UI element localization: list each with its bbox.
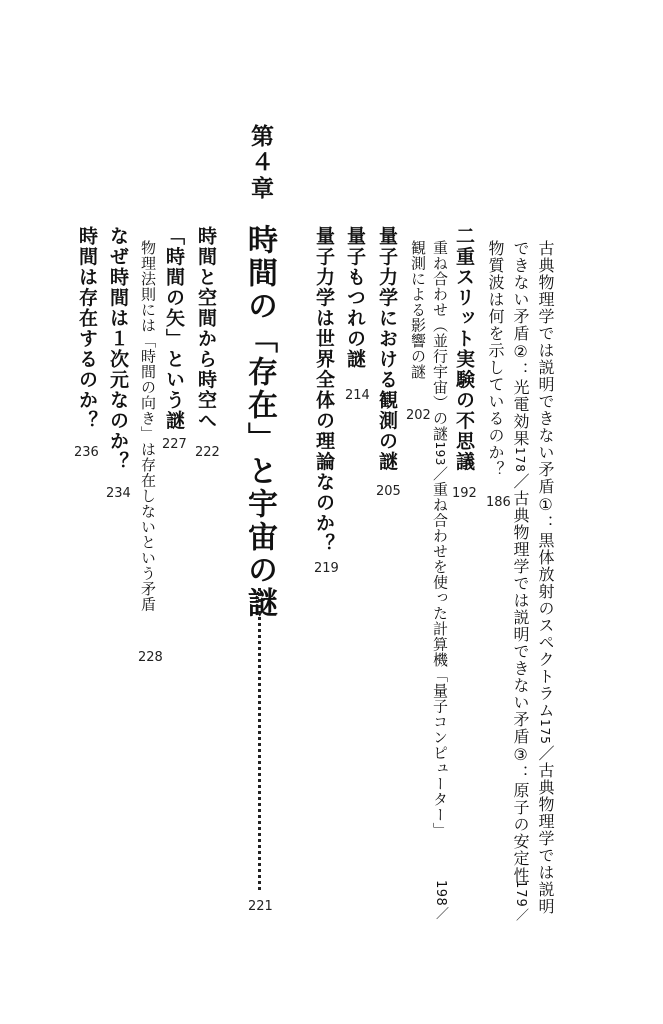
toc-page-number: 175 — [538, 719, 552, 745]
toc-entry-superposition[interactable] — [432, 240, 447, 838]
toc-heading-measurement[interactable] — [377, 226, 396, 472]
toc-entry-continuation: ／重ね合わせを使った計算機「量子コンピューター」 — [431, 465, 449, 838]
toc-entry-continuation: ／古典物理学では説明できない矛盾③：原子の安定性 — [511, 472, 530, 884]
toc-entry-continuation: ／古典物理学では説明 — [536, 744, 555, 915]
toc-heading-text: 「時間の矢」という謎 — [163, 226, 185, 431]
toc-heading-text: 二重スリット実験の不思議 — [453, 226, 475, 472]
toc-entry-text: 古典物理学では説明できない矛盾①：黒体放射のスペクトラム — [536, 240, 555, 719]
toc-page-number: 193 — [433, 441, 447, 466]
toc-heading-one-dimension[interactable] — [108, 226, 127, 472]
toc-page-number: 178 — [513, 447, 527, 473]
toc-entry-blackbody[interactable] — [537, 240, 553, 915]
toc-page-number: 219 — [314, 561, 339, 576]
chapter-title[interactable] — [242, 224, 277, 620]
toc-entry-matter-wave[interactable] — [487, 240, 503, 478]
toc-entry-text: 重ね合わせ（並行宇宙）の謎 — [431, 240, 449, 442]
dot-leader — [258, 588, 261, 890]
toc-entry-text: 物理法則には「時間の向き」は存在しないという矛盾 — [139, 240, 157, 612]
toc-heading-double-slit[interactable] — [454, 226, 473, 472]
toc-heading-text: 量子もつれの謎 — [344, 226, 366, 370]
toc-page-number: 202 — [406, 408, 431, 423]
toc-page-number: 214 — [345, 388, 370, 403]
toc-entry-photoelectric[interactable] — [512, 240, 528, 884]
chapter-title-text: 時間の「存在」と宇宙の謎 — [242, 224, 277, 620]
toc-page-number: 198／ — [433, 880, 448, 920]
toc-entry-time-direction[interactable] — [140, 240, 155, 612]
toc-heading-arrow-of-time[interactable] — [164, 226, 183, 431]
toc-page-number: 228 — [138, 650, 163, 665]
toc-entry-text: 物質波は何を示しているのか？ — [486, 240, 505, 478]
chapter-label-text: 第４章 — [247, 124, 273, 202]
toc-page-continuation — [432, 880, 447, 920]
toc-heading-text: 時間は存在するのか？ — [76, 226, 98, 431]
toc-page-number: 234 — [106, 486, 131, 501]
toc-entry-text: できない矛盾②：光電効果 — [511, 240, 530, 447]
chapter-label — [248, 124, 271, 202]
toc-page-number: 236 — [74, 445, 99, 460]
toc-heading-text: 量子力学は世界全体の理論なのか？ — [313, 226, 335, 554]
toc-page-number: 205 — [376, 484, 401, 499]
toc-heading-entanglement[interactable] — [345, 226, 364, 370]
toc-heading-time-exist[interactable] — [77, 226, 96, 431]
toc-heading-text: 量子力学における観測の謎 — [376, 226, 398, 472]
toc-page-number: 222 — [195, 445, 220, 460]
toc-page-number: 186 — [486, 495, 511, 510]
toc-page-continuation — [512, 880, 528, 922]
toc-heading-text: 時間と空間から時空へ — [195, 226, 217, 431]
toc-heading-text: なぜ時間は１次元なのか？ — [107, 226, 129, 472]
toc-page-number: 192 — [452, 486, 477, 501]
chapter-page-number: 221 — [248, 899, 273, 914]
toc-heading-spacetime[interactable] — [196, 226, 215, 431]
toc-entry-text: 観測による影響の謎 — [409, 240, 427, 380]
toc-page-number: 179／ — [513, 880, 528, 922]
toc-entry-observation-effect[interactable] — [410, 240, 425, 380]
toc-page-number: 227 — [162, 437, 187, 452]
toc-heading-whole-world[interactable] — [314, 226, 333, 554]
